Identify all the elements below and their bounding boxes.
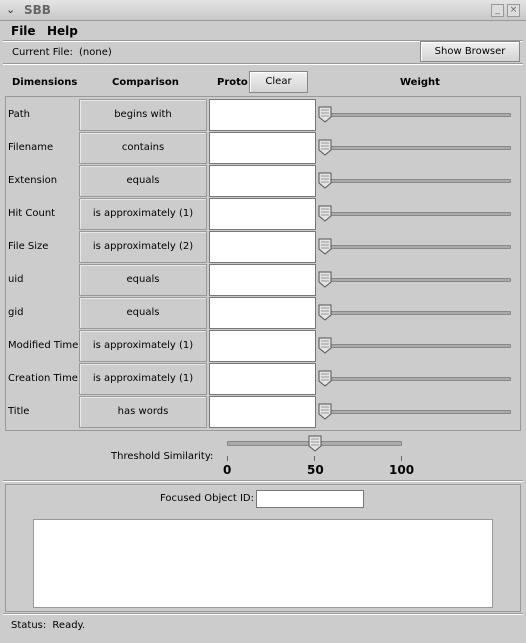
dimension-label: Extension: [8, 175, 58, 186]
current-file-value: (none): [79, 47, 112, 58]
menu-help[interactable]: Help: [47, 24, 78, 38]
header-weight: Weight: [400, 77, 440, 88]
threshold-tick: [401, 456, 402, 461]
title-bar: [0, 0, 526, 21]
dimension-label: Path: [8, 109, 30, 120]
show-browser-button[interactable]: Show Browser: [420, 41, 520, 62]
dimension-label: File Size: [8, 241, 49, 252]
threshold-tick: [314, 456, 315, 461]
status-bar: [11, 620, 85, 631]
comparison-button[interactable]: is approximately (2): [79, 231, 207, 263]
threshold-tick: [227, 456, 228, 461]
dimensions-panel: [5, 96, 521, 431]
current-file-label: Current File:: [12, 47, 73, 58]
dimension-label: Title: [8, 406, 30, 417]
header-comparison: Comparison: [112, 77, 179, 88]
dimension-label: gid: [8, 307, 24, 318]
comparison-button[interactable]: equals: [79, 297, 207, 329]
focused-object-label: Focused Object ID:: [160, 493, 255, 504]
threshold-tick-label: 50: [307, 463, 324, 477]
minimize-button[interactable]: _: [491, 4, 504, 17]
threshold-label: Threshold Similarity:: [111, 451, 214, 462]
separator: [3, 63, 523, 65]
dimension-label: Creation Time: [8, 373, 78, 384]
comparison-button[interactable]: contains: [79, 132, 207, 164]
threshold-tick-label: 0: [223, 463, 232, 477]
comparison-button[interactable]: equals: [79, 165, 207, 197]
comparison-button[interactable]: begins with: [79, 99, 207, 131]
separator: [3, 613, 523, 615]
window-title: SBB: [24, 3, 51, 17]
slider-thumb-icon[interactable]: [308, 435, 322, 452]
current-file: [12, 47, 112, 58]
comparison-button[interactable]: equals: [79, 264, 207, 296]
status-label: Status:: [11, 620, 47, 631]
dimension-label: Hit Count: [8, 208, 56, 219]
comparison-button[interactable]: is approximately (1): [79, 330, 207, 362]
threshold-tick-label: 100: [389, 463, 415, 477]
dimension-label: Modified Time: [8, 340, 79, 351]
status-value: Ready.: [52, 620, 86, 631]
menu-bar: [0, 21, 526, 41]
chevron-down-icon[interactable]: ⌄: [6, 3, 16, 16]
dimension-label: Filename: [8, 142, 54, 153]
comparison-button[interactable]: is approximately (1): [79, 198, 207, 230]
separator: [3, 480, 523, 482]
dimension-label: uid: [8, 274, 24, 285]
menu-file[interactable]: File: [11, 24, 36, 38]
header-proto: Proto: [217, 77, 248, 88]
close-button[interactable]: ×: [507, 4, 520, 17]
header-dimensions: Dimensions: [12, 77, 78, 88]
clear-button[interactable]: Clear: [249, 71, 308, 93]
focus-panel: [5, 484, 521, 612]
comparison-button[interactable]: is approximately (1): [79, 363, 207, 395]
comparison-button[interactable]: has words: [79, 396, 207, 428]
